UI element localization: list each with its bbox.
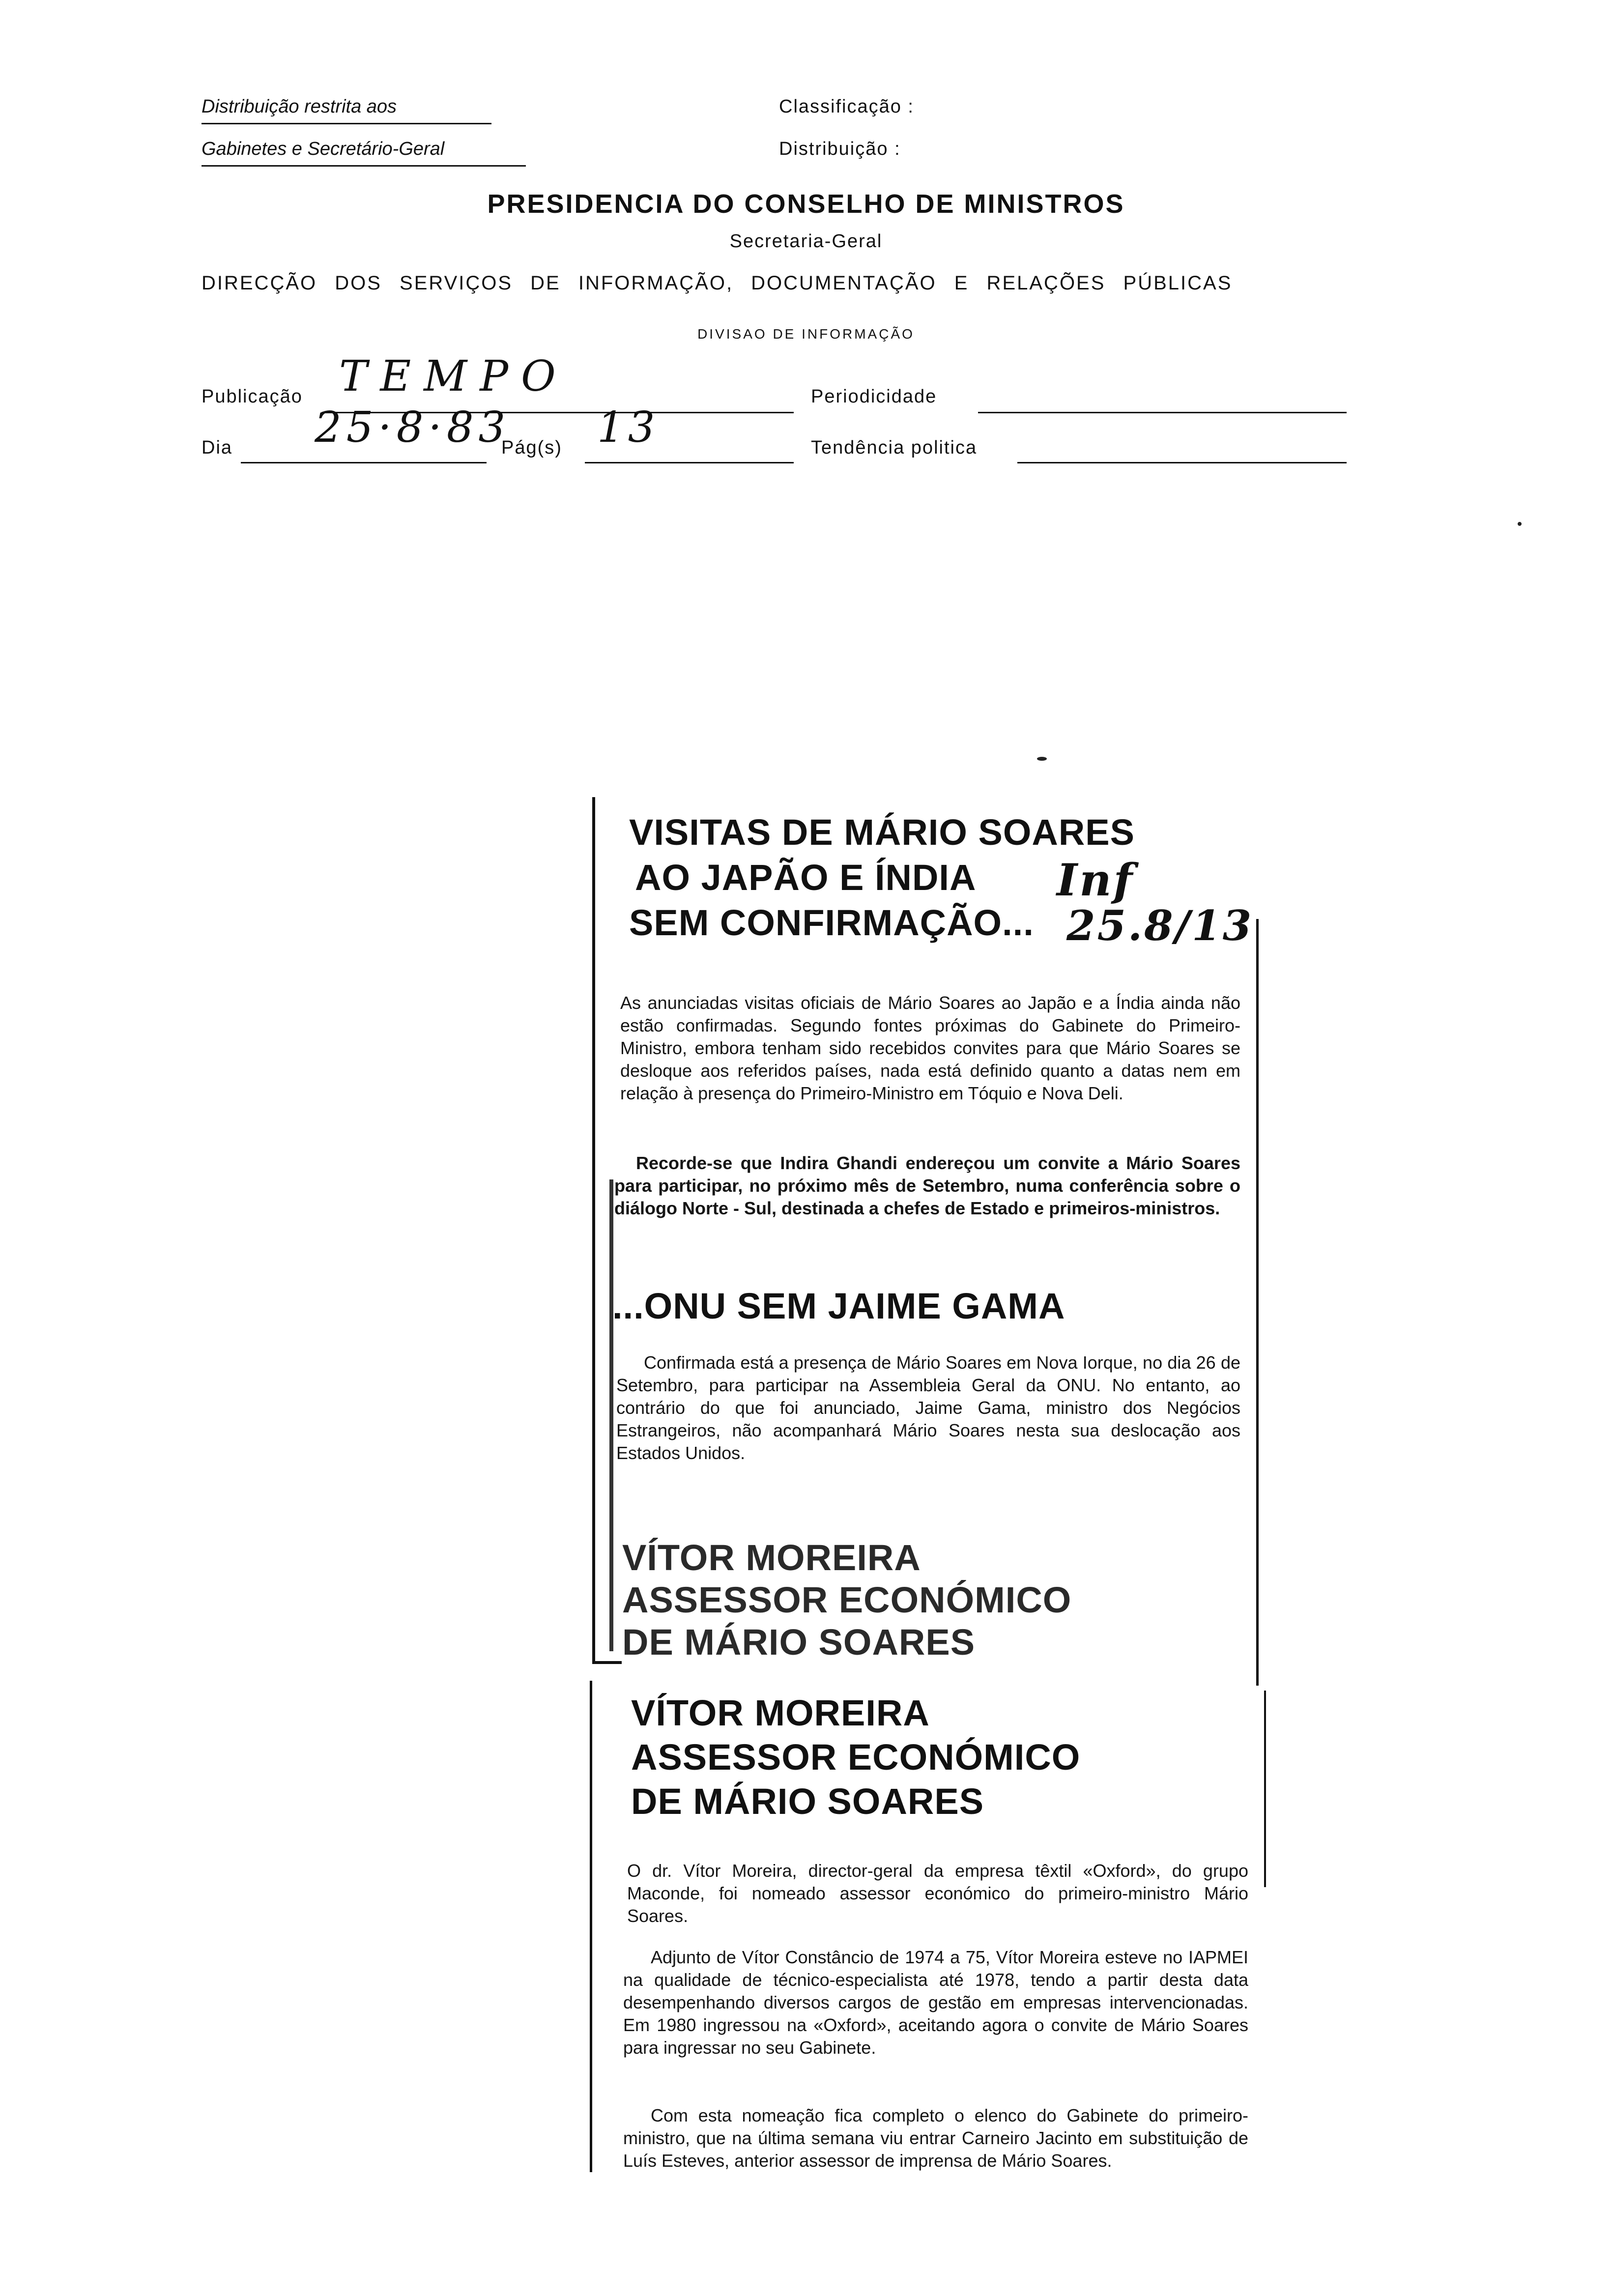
- tendencia-field-line: [1017, 462, 1347, 463]
- article1-headline-line3: SEM CONFIRMAÇÃO...: [629, 902, 1034, 943]
- article3-paragraph2: Adjunto de Vítor Constâncio de 1974 a 75, Vítor Moreira esteve no IAPMEI na qualidade de técnico-especialista até 1978, tendo a partir desta data desempenhando diversos cargos de gestão em empresas intervencionadas. Em 1980 ingressou na «Oxford», aceitando agora o convite de Mário Soares para ingressar no seu Gabinete.: [623, 1947, 1248, 2058]
- division-line: DIVISAO DE INFORMAÇÃO: [697, 326, 915, 342]
- pags-field-line: [585, 462, 794, 463]
- org-subtitle: Secretaria-Geral: [729, 231, 883, 252]
- restricted-underline-2: [202, 165, 526, 167]
- distribuicao-label: Distribuição :: [779, 139, 901, 159]
- article3-headline-line1: VÍTOR MOREIRA: [631, 1693, 930, 1733]
- article1-headline-line2: AO JAPÃO E ÍNDIA: [635, 857, 977, 898]
- dia-handwritten: 25·8·83: [315, 403, 511, 452]
- article1-paragraph2: Recorde-se que Indira Ghandi endereçou um convite a Mário Soares para participar, no próximo mês de Setembro, numa conferência sobre o diálogo Norte - Sul, destinada a chefes de Estado e primeiros-ministros.: [614, 1153, 1240, 1218]
- services-line: DIRECÇÃO DOS SERVIÇOS DE INFORMAÇÃO, DOCUMENTAÇÃO E RELAÇÕES PÚBLICAS: [202, 272, 1233, 294]
- restricted-distribution-line2: Gabinetes e Secretário-Geral: [202, 139, 445, 159]
- clip-left-rule: [592, 797, 595, 1664]
- article3-faded-headline-line2: ASSESSOR ECONÓMICO: [622, 1579, 1072, 1620]
- article2-paragraph1: Confirmada está a presença de Mário Soares em Nova Iorque, no dia 26 de Setembro, para participar na Assembleia Geral da ONU. No entanto, ao contrário do que foi anunciado, Jaime Gama, ministro dos Negócios Estrangeiros, não acompanhará Mário Soares nesta sua deslocação aos Estados Unidos.: [616, 1352, 1240, 1463]
- classificacao-label: Classificação :: [779, 96, 914, 117]
- clip-bracket-foot: [592, 1661, 622, 1664]
- article1-headline-line1: VISITAS DE MÁRIO SOARES: [629, 812, 1135, 853]
- publicacao-handwritten: TEMPO: [339, 352, 569, 401]
- tendencia-label: Tendência politica: [811, 437, 978, 458]
- clip-inner-bracket: [609, 1179, 613, 1651]
- restricted-underline-1: [202, 123, 491, 124]
- pags-handwritten: 13: [597, 403, 659, 452]
- article3-faded-headline-line1: VÍTOR MOREIRA: [622, 1537, 921, 1578]
- article1-handwritten-date: 25.8/13: [1066, 901, 1254, 950]
- pags-label: Pág(s): [501, 437, 562, 458]
- article1-handwritten-mark: Inf: [1057, 854, 1135, 906]
- clip-right-rule-top: [1256, 919, 1259, 1686]
- article3-paragraph1: O dr. Vítor Moreira, director-geral da empresa têxtil «Oxford», do grupo Maconde, foi nomeado assessor económico do primeiro-ministro Mário Soares.: [627, 1861, 1248, 1926]
- periodicidade-label: Periodicidade: [811, 386, 937, 407]
- article3-faded-headline-line3: DE MÁRIO SOARES: [622, 1622, 976, 1663]
- clip-left-rule-bottom: [590, 1681, 592, 2172]
- restricted-distribution-line1: Distribuição restrita aos: [202, 96, 397, 117]
- article1-paragraph1: As anunciadas visitas oficiais de Mário Soares ao Japão e a Índia ainda não estão confirmadas. Segundo fontes próximas do Gabinete do Primeiro-Ministro, embora tenham sido recebidos convites para que Mário Soares se desloque aos referidos países, nada está definido quanto a datas nem em relação à presença do Primeiro-Ministro em Tóquio e Nova Deli.: [620, 993, 1240, 1103]
- article2-headline: ...ONU SEM JAIME GAMA: [612, 1286, 1065, 1326]
- article3-headline-line3: DE MÁRIO SOARES: [631, 1781, 984, 1822]
- speck-2: [1037, 757, 1047, 761]
- clip-right-rule-bottom: [1264, 1691, 1266, 1887]
- dia-label: Dia: [202, 437, 233, 458]
- speck-1: [1518, 522, 1522, 526]
- article3-headline-line2: ASSESSOR ECONÓMICO: [631, 1737, 1081, 1778]
- periodicidade-field-line: [978, 412, 1347, 413]
- org-title: PRESIDENCIA DO CONSELHO DE MINISTROS: [487, 189, 1125, 219]
- publicacao-label: Publicação: [202, 386, 303, 407]
- dia-field-line: [241, 462, 487, 463]
- article3-paragraph3: Com esta nomeação fica completo o elenco do Gabinete do primeiro-ministro, que na última semana viu entrar Carneiro Jacinto em substituição de Luís Esteves, anterior assessor de imprensa de Mário Soares.: [623, 2105, 1248, 2171]
